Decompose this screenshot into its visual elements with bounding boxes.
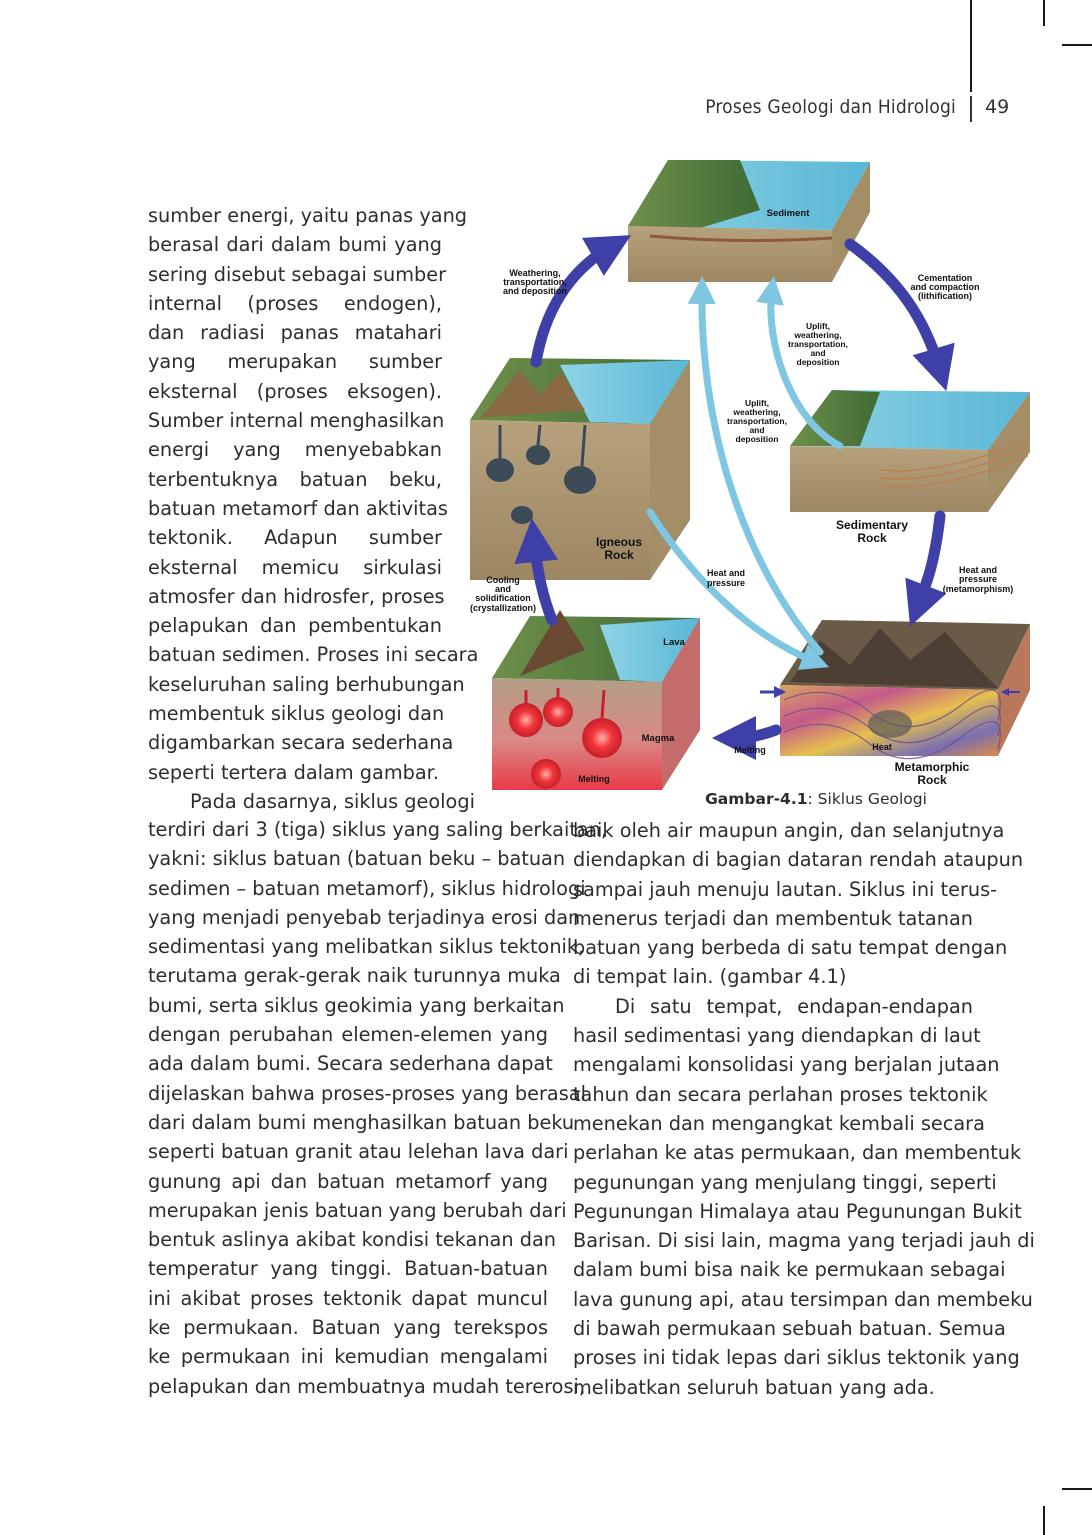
label-metamorphism-1: Heat and bbox=[958, 565, 998, 575]
label-sedimentary-rock-1: Sedimentary bbox=[835, 518, 909, 532]
label-heat: Heat bbox=[872, 742, 892, 752]
label-uplift-a-4: and bbox=[810, 348, 826, 358]
text-line: bentuk aslinya akibat kondisi tekanan dan bbox=[148, 1228, 556, 1252]
running-header-title: Proses Geologi dan Hidrologi bbox=[705, 96, 956, 118]
crop-mark-bottom-horizontal bbox=[1062, 1488, 1092, 1490]
text-line: sering disebut sebagai sumber bbox=[148, 262, 447, 286]
label-metamorphic-rock-2: Rock bbox=[917, 773, 947, 787]
text-line: melibatkan seluruh batuan yang ada. bbox=[573, 1375, 935, 1399]
label-melting-arrow: Melting bbox=[734, 745, 766, 755]
cementation-arrow bbox=[850, 244, 940, 370]
label-cooling-4: (crystallization) bbox=[469, 603, 537, 613]
label-metamorphism-2: pressure bbox=[958, 574, 998, 584]
label-cementation-2: and compaction bbox=[910, 282, 980, 292]
caption-label: Gambar-4.1 bbox=[705, 790, 808, 808]
crop-mark-top-vertical-2 bbox=[1043, 0, 1045, 26]
label-weathering-1: Weathering, bbox=[509, 268, 561, 278]
label-sediment: Sediment bbox=[766, 208, 810, 219]
label-sedimentary-rock-2: Rock bbox=[857, 531, 887, 545]
text-line: dijelaskan bahwa proses-proses yang berasal bbox=[148, 1081, 586, 1105]
text-line: menerus terjadi dan membentuk tatanan bbox=[573, 906, 973, 930]
text-line: baik oleh air maupun angin, dan selanjutnya bbox=[573, 819, 1005, 842]
figure-caption bbox=[600, 790, 1032, 808]
page-number: 49 bbox=[985, 96, 1010, 118]
label-uplift-b-5: deposition bbox=[735, 434, 779, 444]
text-line: yang menjadi penyebab terjadinya erosi dan bbox=[148, 905, 581, 929]
caption-text: Siklus Geologi bbox=[812, 790, 927, 808]
weathering-arrow bbox=[536, 246, 612, 362]
label-uplift-b-3: transportation, bbox=[727, 416, 787, 426]
text-line: sumber energi, yaitu panas yang bbox=[148, 204, 468, 227]
melting-arrow bbox=[734, 730, 776, 738]
text-line: menekan dan mengangkat kembali secara bbox=[573, 1111, 985, 1135]
text-line: gunung api dan batuan metamorf yang bbox=[148, 1169, 548, 1193]
text-line-indent: Di satu tempat, endapan-endapan bbox=[615, 994, 973, 1018]
label-lava: Lava bbox=[663, 637, 685, 648]
label-uplift-b-2: weathering, bbox=[733, 407, 781, 417]
text-line: yang merupakan sumber bbox=[148, 350, 442, 374]
crop-mark-top-horizontal bbox=[1062, 44, 1092, 46]
text-line: sedimentasi yang melibatkan siklus tektonik, bbox=[148, 935, 585, 959]
text-line: merupakan jenis batuan yang berubah dari bbox=[148, 1198, 567, 1222]
text-line: seperti tertera dalam gambar. bbox=[148, 760, 439, 784]
text-line: terdiri dari 3 (tiga) siklus yang saling berkaitan, bbox=[148, 818, 608, 841]
text-line: dalam bumi bisa naik ke permukaan sebagai bbox=[573, 1258, 1006, 1282]
label-uplift-a-2: weathering, bbox=[794, 330, 842, 340]
label-metamorphism-3: (metamorphism) bbox=[942, 584, 1014, 594]
text-line: tektonik. Adapun sumber bbox=[148, 526, 442, 550]
text-line: Sumber internal menghasilkan bbox=[148, 409, 445, 433]
label-uplift-a-1: Uplift, bbox=[805, 321, 831, 331]
label-weathering-2: transportation, bbox=[503, 277, 567, 287]
label-uplift-b-1: Uplift, bbox=[744, 398, 770, 408]
text-line: pelapukan dan pembentukan bbox=[148, 614, 442, 638]
label-igneous-rock-1: Igneous bbox=[595, 535, 643, 549]
text-line: ke permukaan ini kemudian mengalami bbox=[148, 1345, 548, 1369]
text-line: internal (proses endogen), bbox=[148, 291, 442, 315]
text-line: ada dalam bumi. Secara sederhana dapat bbox=[148, 1052, 553, 1076]
text-line: berasal dari dalam bumi yang bbox=[148, 233, 442, 257]
label-metamorphic-rock-1: Metamorphic bbox=[894, 760, 970, 774]
crop-mark-bottom-vertical bbox=[1043, 1506, 1045, 1535]
text-line: pegunungan yang menjulang tinggi, seperti bbox=[573, 1170, 997, 1194]
text-line: sedimen – batuan metamorf), siklus hidrologi bbox=[148, 876, 586, 900]
text-line: batuan sedimen. Proses ini secara bbox=[148, 643, 479, 667]
label-magma: Magma bbox=[641, 733, 675, 744]
text-line: digambarkan secara sederhana bbox=[148, 731, 454, 755]
text-line: dengan perubahan elemen-elemen yang bbox=[148, 1023, 548, 1047]
text-line: mengalami konsolidasi yang berjalan jutaan bbox=[573, 1053, 1000, 1077]
text-line: Barisan. Di sisi lain, magma yang terjadi jauh di bbox=[573, 1229, 1035, 1253]
text-line: diendapkan di bagian dataran rendah ataupun bbox=[573, 848, 1024, 872]
text-line: di tempat lain. (gambar 4.1) bbox=[573, 965, 847, 989]
label-cooling-1: Cooling bbox=[486, 575, 520, 585]
text-line: dan radiasi panas matahari bbox=[148, 321, 442, 345]
metamorphism-arrow bbox=[918, 516, 940, 606]
text-line: terbentuknya batuan beku, bbox=[148, 467, 442, 491]
text-line: ke permukaan. Batuan yang terekspos bbox=[148, 1316, 548, 1340]
text-line: eksternal (proses eksogen). bbox=[148, 379, 442, 403]
text-line: pelapukan dan membuatnya mudah tererosi, bbox=[148, 1374, 585, 1398]
text-line: temperatur yang tinggi. Batuan-batuan bbox=[148, 1257, 548, 1281]
label-uplift-b-4: and bbox=[749, 425, 765, 435]
text-line: terutama gerak-gerak naik turunnya muka bbox=[148, 964, 561, 988]
label-cooling-2: and bbox=[494, 584, 512, 594]
text-line: membentuk siklus geologi dan bbox=[148, 702, 445, 726]
sediment-block bbox=[628, 160, 870, 282]
left-column-bottom bbox=[148, 815, 608, 1401]
label-heat-pressure-1: Heat and bbox=[706, 568, 746, 578]
label-cooling-3: solidification bbox=[475, 593, 531, 603]
text-line: tahun dan secara perlahan proses tektonik bbox=[573, 1082, 988, 1106]
header-divider bbox=[970, 96, 972, 122]
label-weathering-3: and deposition bbox=[503, 286, 567, 296]
text-line: hasil sedimentasi yang diendapkan di laut bbox=[573, 1024, 981, 1048]
caption-separator: : bbox=[807, 790, 813, 808]
text-line: ini akibat proses tektonik dapat muncul bbox=[148, 1286, 548, 1310]
text-line: seperti batuan granit atau lelehan lava dari bbox=[148, 1140, 569, 1164]
text-line: batuan yang berbeda di satu tempat dengan bbox=[573, 936, 1008, 960]
label-uplift-a-3: transportation, bbox=[788, 339, 848, 349]
label-heat-pressure-2: pressure bbox=[706, 578, 746, 588]
label-igneous-rock-2: Rock bbox=[604, 548, 634, 562]
text-line: yakni: siklus batuan (batuan beku – batuan bbox=[148, 847, 566, 871]
text-line: bumi, serta siklus geokimia yang berkaitan bbox=[148, 993, 565, 1017]
text-line: keseluruhan saling berhubungan bbox=[148, 672, 465, 696]
text-line: perlahan ke atas permukaan, dan membentuk bbox=[573, 1141, 1022, 1165]
text-line: di bawah permukaan sebuah batuan. Semua bbox=[573, 1317, 1006, 1341]
label-melting-magma: Melting bbox=[578, 774, 610, 784]
text-line: dari dalam bumi menghasilkan batuan beku bbox=[148, 1110, 575, 1134]
text-line: lava gunung api, atau tersimpan dan membeku bbox=[573, 1287, 1033, 1311]
label-cementation-3: (lithification) bbox=[918, 291, 972, 301]
crop-mark-top-vertical-1 bbox=[970, 0, 972, 92]
metamorphic-block bbox=[760, 620, 1030, 759]
text-line: atmosfer dan hidrosfer, proses bbox=[148, 584, 445, 608]
label-uplift-a-5: deposition bbox=[796, 357, 840, 367]
text-line: Pegunungan Himalaya atau Pegunungan Bukit bbox=[573, 1199, 1022, 1223]
label-cementation-1: Cementation bbox=[917, 273, 973, 283]
text-line: eksternal memicu sirkulasi bbox=[148, 555, 442, 579]
text-line: batuan metamorf dan aktivitas bbox=[148, 496, 448, 520]
sedimentary-block bbox=[790, 390, 1030, 512]
text-line: sampai jauh menuju lautan. Siklus ini terus- bbox=[573, 877, 998, 901]
right-column bbox=[573, 816, 1035, 1402]
left-column-top bbox=[148, 201, 479, 816]
rock-cycle-figure bbox=[462, 152, 1030, 794]
text-line: proses ini tidak lepas dari siklus tektonik yang bbox=[573, 1346, 1020, 1370]
text-line: energi yang menyebabkan bbox=[148, 438, 442, 462]
text-line-indent: Pada dasarnya, siklus geologi bbox=[190, 789, 475, 813]
igneous-block bbox=[470, 358, 690, 580]
